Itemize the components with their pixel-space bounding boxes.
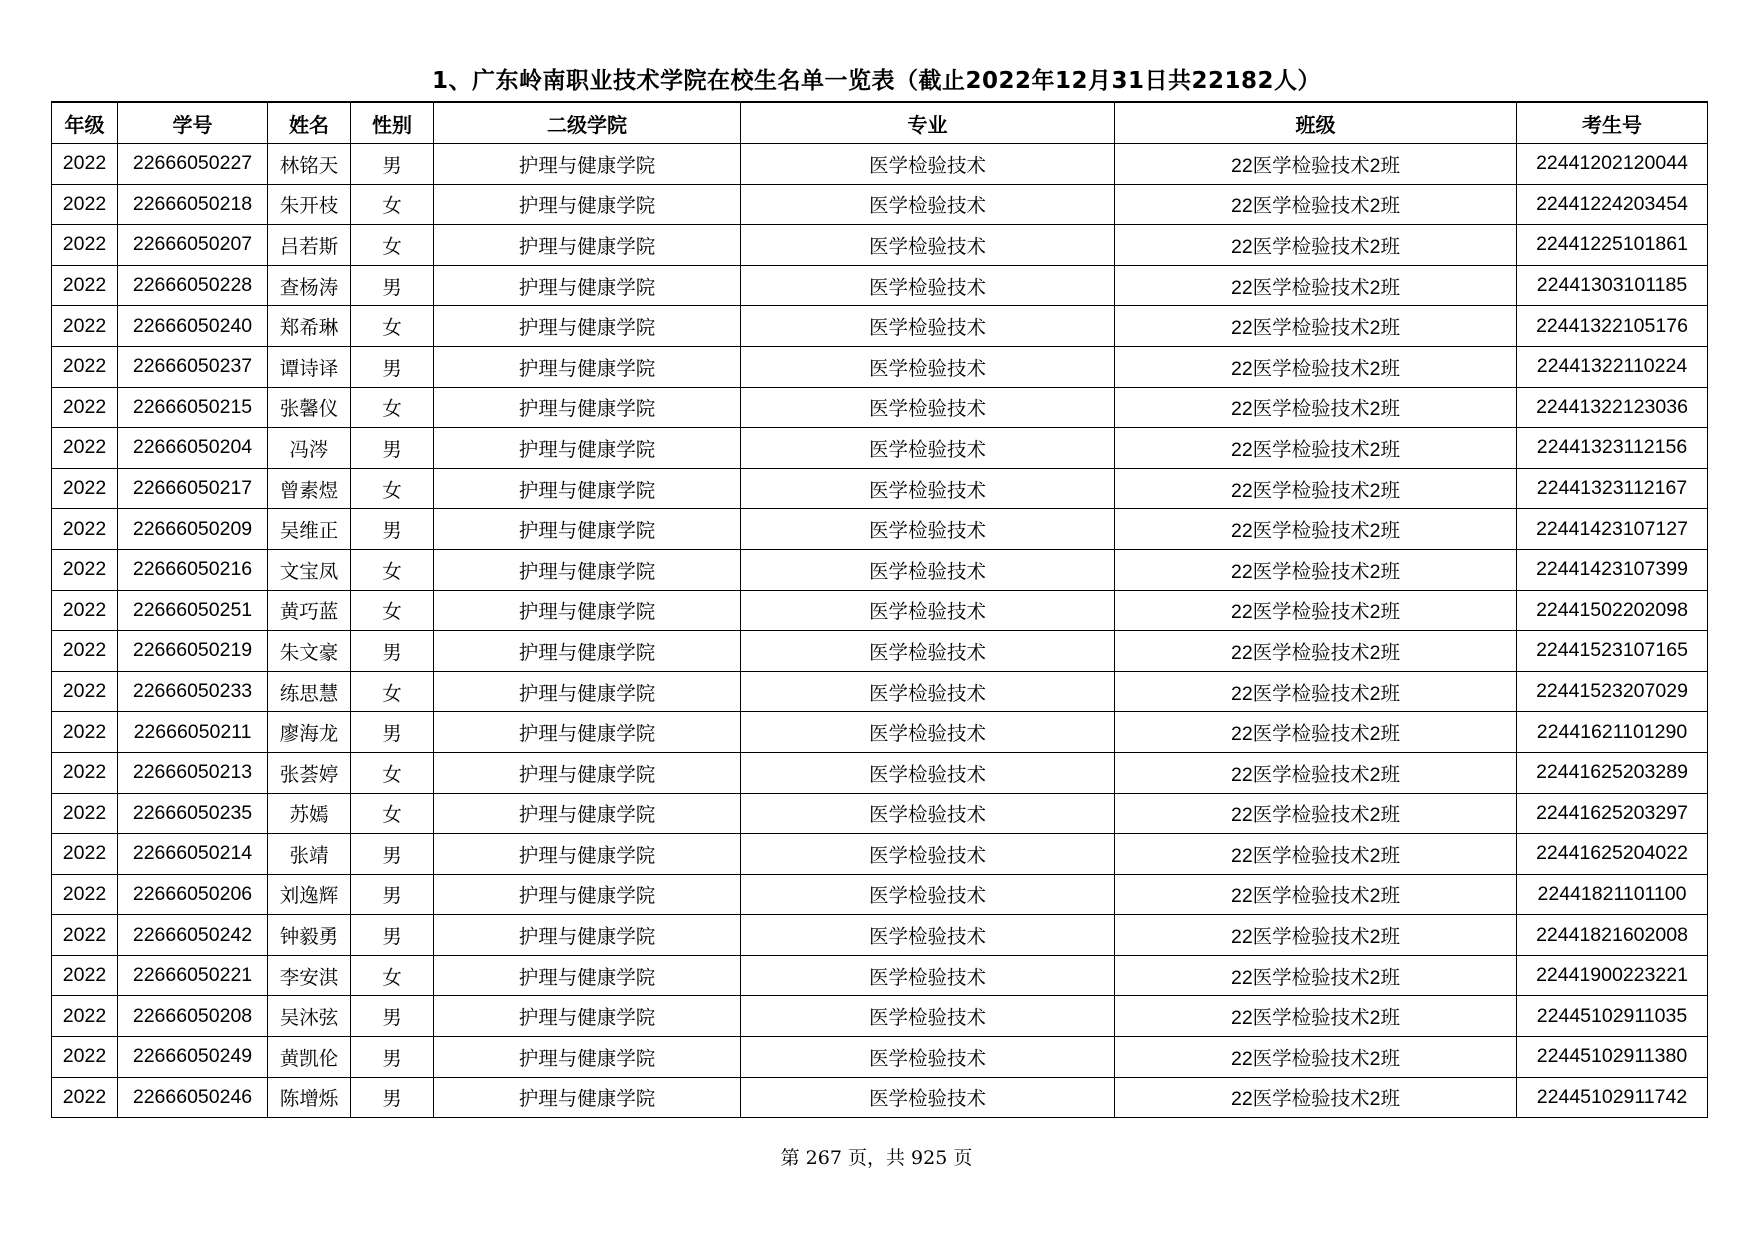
cell-name: 曾素煜 [268,468,351,509]
cell-major: 医学检验技术 [741,144,1115,185]
cell-exam-number: 22441202120044 [1517,144,1708,185]
cell-student-id: 22666050251 [118,590,268,631]
cell-college: 护理与健康学院 [434,468,741,509]
cell-college: 护理与健康学院 [434,915,741,956]
cell-name: 黄凯伦 [268,1037,351,1078]
cell-college: 护理与健康学院 [434,549,741,590]
cell-name: 刘逸辉 [268,874,351,915]
cell-exam-number: 22441502202098 [1517,590,1708,631]
table-row [52,874,1708,915]
cell-exam-number: 22445102911380 [1517,1037,1708,1078]
cell-grade: 2022 [52,346,118,387]
cell-gender: 男 [351,1037,434,1078]
cell-student-id: 22666050214 [118,834,268,875]
table-row [52,509,1708,550]
cell-gender: 女 [351,184,434,225]
column-header-gender: 性别 [351,102,434,144]
cell-exam-number: 22445102911742 [1517,1077,1708,1118]
cell-college: 护理与健康学院 [434,631,741,672]
cell-class: 22医学检验技术2班 [1115,1037,1517,1078]
cell-grade: 2022 [52,265,118,306]
cell-college: 护理与健康学院 [434,590,741,631]
cell-gender: 女 [351,671,434,712]
table-row [52,306,1708,347]
table-row [52,144,1708,185]
page-number-footer: 第 267 页，共 925 页 [780,1147,973,1169]
cell-name: 朱开枝 [268,184,351,225]
cell-major: 医学检验技术 [741,834,1115,875]
cell-class: 22医学检验技术2班 [1115,468,1517,509]
cell-gender: 女 [351,955,434,996]
cell-gender: 女 [351,306,434,347]
cell-name: 陈增烁 [268,1077,351,1118]
column-header-student-id: 学号 [118,102,268,144]
cell-exam-number: 22441625203297 [1517,793,1708,834]
cell-name: 苏嫣 [268,793,351,834]
cell-gender: 男 [351,915,434,956]
cell-class: 22医学检验技术2班 [1115,915,1517,956]
table-row [52,996,1708,1037]
cell-student-id: 22666050218 [118,184,268,225]
cell-gender: 男 [351,265,434,306]
cell-gender: 女 [351,549,434,590]
cell-student-id: 22666050240 [118,306,268,347]
table-row [52,387,1708,428]
cell-student-id: 22666050213 [118,752,268,793]
cell-major: 医学检验技术 [741,590,1115,631]
cell-grade: 2022 [52,590,118,631]
cell-college: 护理与健康学院 [434,346,741,387]
cell-exam-number: 22441322123036 [1517,387,1708,428]
cell-college: 护理与健康学院 [434,834,741,875]
cell-gender: 女 [351,468,434,509]
cell-name: 吕若斯 [268,225,351,266]
cell-college: 护理与健康学院 [434,671,741,712]
table-row [52,915,1708,956]
cell-college: 护理与健康学院 [434,265,741,306]
cell-exam-number: 22441900223221 [1517,955,1708,996]
cell-student-id: 22666050216 [118,549,268,590]
cell-major: 医学检验技术 [741,955,1115,996]
cell-class: 22医学检验技术2班 [1115,306,1517,347]
cell-gender: 男 [351,1077,434,1118]
cell-college: 护理与健康学院 [434,793,741,834]
cell-student-id: 22666050209 [118,509,268,550]
cell-major: 医学检验技术 [741,752,1115,793]
cell-exam-number: 22441322105176 [1517,306,1708,347]
column-header-grade: 年级 [52,102,118,144]
cell-exam-number: 22441224203454 [1517,184,1708,225]
cell-grade: 2022 [52,387,118,428]
cell-class: 22医学检验技术2班 [1115,1077,1517,1118]
cell-gender: 男 [351,144,434,185]
table-row [52,549,1708,590]
cell-major: 医学检验技术 [741,549,1115,590]
cell-student-id: 22666050235 [118,793,268,834]
cell-name: 吴沐弦 [268,996,351,1037]
cell-class: 22医学检验技术2班 [1115,834,1517,875]
table-row [52,712,1708,753]
cell-major: 医学检验技术 [741,387,1115,428]
cell-exam-number: 22441625203289 [1517,752,1708,793]
cell-gender: 女 [351,793,434,834]
cell-name: 文宝凤 [268,549,351,590]
cell-name: 张荟婷 [268,752,351,793]
cell-college: 护理与健康学院 [434,752,741,793]
column-header-class: 班级 [1115,102,1517,144]
cell-class: 22医学检验技术2班 [1115,752,1517,793]
cell-major: 医学检验技术 [741,915,1115,956]
cell-exam-number: 22441323112167 [1517,468,1708,509]
cell-student-id: 22666050219 [118,631,268,672]
cell-college: 护理与健康学院 [434,144,741,185]
column-header-name: 姓名 [268,102,351,144]
cell-grade: 2022 [52,468,118,509]
table-row [52,428,1708,469]
column-header-exam-number: 考生号 [1517,102,1708,144]
cell-grade: 2022 [52,712,118,753]
cell-major: 医学检验技术 [741,265,1115,306]
cell-name: 林铭天 [268,144,351,185]
cell-class: 22医学检验技术2班 [1115,144,1517,185]
cell-name: 冯涔 [268,428,351,469]
cell-class: 22医学检验技术2班 [1115,509,1517,550]
cell-class: 22医学检验技术2班 [1115,184,1517,225]
column-header-college: 二级学院 [434,102,741,144]
cell-gender: 男 [351,346,434,387]
cell-major: 医学检验技术 [741,996,1115,1037]
table-row [52,671,1708,712]
table-row [52,590,1708,631]
cell-student-id: 22666050207 [118,225,268,266]
cell-exam-number: 22441303101185 [1517,265,1708,306]
cell-name: 查杨涛 [268,265,351,306]
cell-class: 22医学检验技术2班 [1115,225,1517,266]
cell-class: 22医学检验技术2班 [1115,428,1517,469]
cell-name: 朱文豪 [268,631,351,672]
cell-name: 谭诗译 [268,346,351,387]
cell-grade: 2022 [52,184,118,225]
table-row [52,346,1708,387]
cell-gender: 女 [351,752,434,793]
cell-class: 22医学检验技术2班 [1115,671,1517,712]
column-header-major: 专业 [741,102,1115,144]
cell-student-id: 22666050221 [118,955,268,996]
cell-exam-number: 22441423107399 [1517,549,1708,590]
table-row [52,265,1708,306]
table-row [52,184,1708,225]
table-header-row [52,102,1708,144]
cell-college: 护理与健康学院 [434,712,741,753]
cell-grade: 2022 [52,1077,118,1118]
cell-student-id: 22666050228 [118,265,268,306]
cell-class: 22医学检验技术2班 [1115,590,1517,631]
cell-college: 护理与健康学院 [434,387,741,428]
table-body [52,144,1708,1118]
cell-grade: 2022 [52,671,118,712]
cell-major: 医学检验技术 [741,346,1115,387]
cell-exam-number: 22441523207029 [1517,671,1708,712]
cell-exam-number: 22445102911035 [1517,996,1708,1037]
cell-college: 护理与健康学院 [434,874,741,915]
cell-grade: 2022 [52,509,118,550]
cell-major: 医学检验技术 [741,184,1115,225]
cell-student-id: 22666050215 [118,387,268,428]
cell-name: 吴维正 [268,509,351,550]
cell-major: 医学检验技术 [741,1077,1115,1118]
cell-name: 黄巧蓝 [268,590,351,631]
table-row [52,793,1708,834]
cell-exam-number: 22441625204022 [1517,834,1708,875]
cell-grade: 2022 [52,915,118,956]
cell-major: 医学检验技术 [741,306,1115,347]
cell-gender: 男 [351,834,434,875]
cell-major: 医学检验技术 [741,468,1115,509]
cell-class: 22医学检验技术2班 [1115,631,1517,672]
cell-grade: 2022 [52,996,118,1037]
cell-student-id: 22666050217 [118,468,268,509]
cell-major: 医学检验技术 [741,793,1115,834]
cell-class: 22医学检验技术2班 [1115,793,1517,834]
cell-class: 22医学检验技术2班 [1115,387,1517,428]
cell-grade: 2022 [52,834,118,875]
cell-major: 医学检验技术 [741,874,1115,915]
cell-grade: 2022 [52,955,118,996]
cell-grade: 2022 [52,306,118,347]
table-row [52,834,1708,875]
cell-gender: 男 [351,428,434,469]
cell-name: 郑希琳 [268,306,351,347]
cell-class: 22医学检验技术2班 [1115,346,1517,387]
cell-exam-number: 22441821602008 [1517,915,1708,956]
cell-name: 廖海龙 [268,712,351,753]
cell-grade: 2022 [52,1037,118,1078]
cell-gender: 男 [351,509,434,550]
cell-college: 护理与健康学院 [434,306,741,347]
table-row [52,1077,1708,1118]
cell-name: 李安淇 [268,955,351,996]
cell-class: 22医学检验技术2班 [1115,996,1517,1037]
table-row [52,752,1708,793]
cell-class: 22医学检验技术2班 [1115,955,1517,996]
cell-gender: 女 [351,225,434,266]
cell-student-id: 22666050211 [118,712,268,753]
cell-major: 医学检验技术 [741,509,1115,550]
cell-college: 护理与健康学院 [434,955,741,996]
cell-grade: 2022 [52,631,118,672]
cell-grade: 2022 [52,549,118,590]
cell-major: 医学检验技术 [741,671,1115,712]
cell-student-id: 22666050208 [118,996,268,1037]
cell-class: 22医学检验技术2班 [1115,712,1517,753]
cell-name: 张靖 [268,834,351,875]
table-row [52,1037,1708,1078]
cell-student-id: 22666050204 [118,428,268,469]
table-row [52,631,1708,672]
cell-class: 22医学检验技术2班 [1115,549,1517,590]
cell-student-id: 22666050206 [118,874,268,915]
cell-college: 护理与健康学院 [434,509,741,550]
cell-grade: 2022 [52,144,118,185]
cell-gender: 女 [351,387,434,428]
cell-student-id: 22666050249 [118,1037,268,1078]
cell-exam-number: 22441323112156 [1517,428,1708,469]
cell-grade: 2022 [52,428,118,469]
cell-gender: 男 [351,712,434,753]
cell-gender: 男 [351,874,434,915]
table-row [52,955,1708,996]
cell-major: 医学检验技术 [741,428,1115,469]
cell-student-id: 22666050242 [118,915,268,956]
cell-exam-number: 22441423107127 [1517,509,1708,550]
cell-grade: 2022 [52,793,118,834]
cell-exam-number: 22441322110224 [1517,346,1708,387]
table-row [52,225,1708,266]
cell-exam-number: 22441621101290 [1517,712,1708,753]
student-roster-table [51,101,1708,1118]
cell-major: 医学检验技术 [741,225,1115,266]
cell-exam-number: 22441225101861 [1517,225,1708,266]
cell-student-id: 22666050246 [118,1077,268,1118]
cell-grade: 2022 [52,752,118,793]
cell-grade: 2022 [52,225,118,266]
cell-gender: 女 [351,590,434,631]
cell-major: 医学检验技术 [741,631,1115,672]
page-title: 1、广东岭南职业技术学院在校生名单一览表（截止2022年12月31日共22182人） [431,68,1322,94]
cell-student-id: 22666050233 [118,671,268,712]
cell-student-id: 22666050227 [118,144,268,185]
cell-name: 张馨仪 [268,387,351,428]
cell-exam-number: 22441821101100 [1517,874,1708,915]
cell-grade: 2022 [52,874,118,915]
cell-college: 护理与健康学院 [434,1077,741,1118]
cell-major: 医学检验技术 [741,1037,1115,1078]
cell-name: 练思慧 [268,671,351,712]
cell-major: 医学检验技术 [741,712,1115,753]
cell-college: 护理与健康学院 [434,1037,741,1078]
cell-exam-number: 22441523107165 [1517,631,1708,672]
cell-college: 护理与健康学院 [434,996,741,1037]
cell-gender: 男 [351,631,434,672]
cell-college: 护理与健康学院 [434,225,741,266]
table-row [52,468,1708,509]
cell-class: 22医学检验技术2班 [1115,265,1517,306]
cell-name: 钟毅勇 [268,915,351,956]
cell-gender: 男 [351,996,434,1037]
cell-college: 护理与健康学院 [434,184,741,225]
cell-class: 22医学检验技术2班 [1115,874,1517,915]
cell-college: 护理与健康学院 [434,428,741,469]
cell-student-id: 22666050237 [118,346,268,387]
